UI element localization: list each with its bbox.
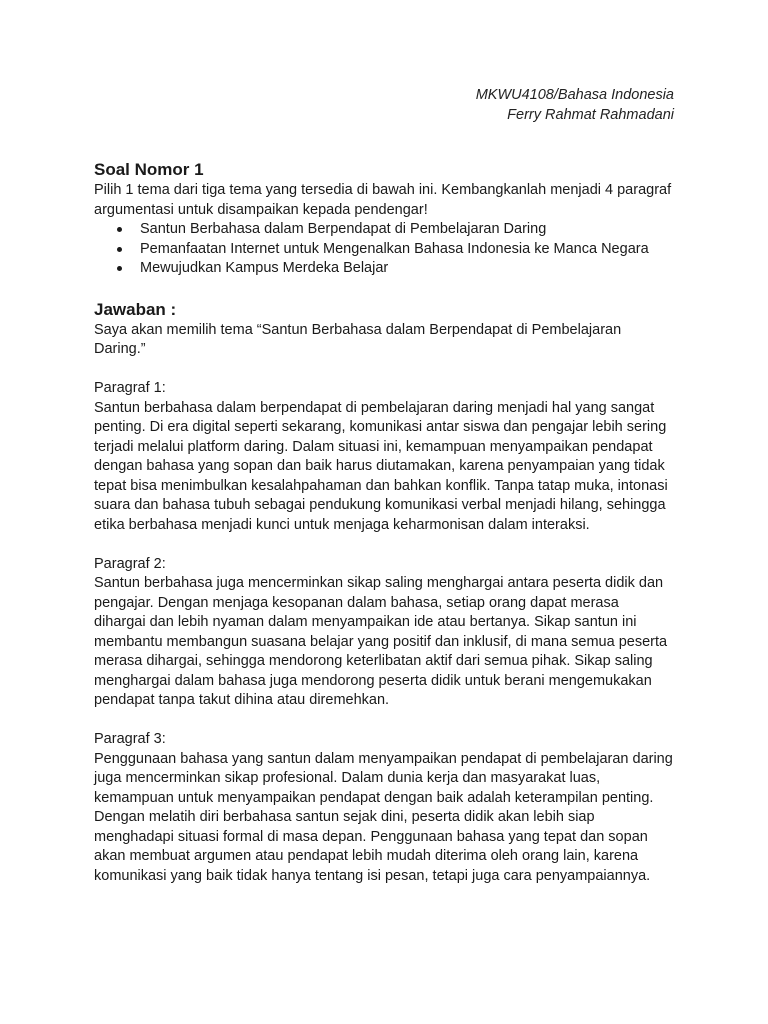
document-header: [94, 86, 674, 125]
answer-intro: Saya akan memilih tema “Santun Berbahasa dalam Berpendapat di Pembelajaran Daring.”: [94, 321, 622, 357]
paragraph-2-label: Paragraf 2:: [94, 555, 166, 572]
list-item: Mewujudkan Kampus Merdeka Belajar: [140, 259, 674, 279]
paragraph-1-label: Paragraf 1:: [94, 380, 166, 396]
paragraph-3-label: Paragraf 3:: [94, 731, 166, 747]
question-instruction: Pilih 1 tema dari tiga tema yang tersedia di bawah ini. Kembangkanlah menjadi 4 paragraf argumentasi untuk disampaikan kepada pendengar!: [94, 182, 672, 218]
theme-list: [94, 220, 674, 279]
list-item: Santun Berbahasa dalam Berpendapat di Pembelajaran Daring: [140, 220, 674, 240]
paragraph-2-text: Santun berbahasa juga mencerminkan sikap saling menghargai antara peserta didik dan pengajar. Dengan menjaga kesopanan dalam bahasa, setiap orang dapat merasa dihargai dan lebih nyaman dalam menyampaikan ide atau bertanya. Sikap santun ini membantu membangun suasana belajar yang positif dan inklusif, di mana semua peserta merasa dihargai, sehingga mendorong keterlibatan aktif dari semua pihak. Sikap saling menghargai dalam bahasa juga mendorong peserta didik untuk berani mengemukakan pendapat tanpa takut dihina atau diremehkan.: [94, 575, 668, 708]
paragraph-3-text: Penggunaan bahasa yang santun dalam menyampaikan pendapat di pembelajaran daring juga mencerminkan sikap profesional. Dalam dunia kerja dan masyarakat luas, kemampuan untuk menyampaikan pendapat dengan baik adalah keterampilan penting. Dengan melatih diri berbahasa santun sejak dini, peserta didik akan lebih siap menghadapi situasi formal di masa depan. Penggunaan bahasa yang tepat dan sopan akan membuat argumen atau pendapat lebih mudah diterima oleh orang lain, karena komunikasi yang baik tidak hanya tentang isi pesan, tetapi juga cara penyampaiannya.: [94, 750, 673, 884]
course-code: MKWU4108/Bahasa Indonesia: [475, 87, 674, 103]
question-title: Soal Nomor 1: [94, 160, 204, 179]
list-item: Pemanfaatan Internet untuk Mengenalkan Bahasa Indonesia ke Manca Negara: [140, 240, 674, 260]
author-name: Ferry Rahmat Rahmadani: [507, 106, 674, 123]
answer-title: Jawaban :: [94, 299, 177, 319]
paragraph-1-text: Santun berbahasa dalam berpendapat di pembelajaran daring menjadi hal yang sangat penting. Di era digital seperti sekarang, komunikasi antar siswa dan pengajar lebih sering terjadi melalui platform daring. Dalam situasi ini, kemampuan menyampaikan pendapat dengan bahasa yang sopan dan baik harus diutamakan, karena penyampaian yang tidak tepat bisa menimbulkan kesalahpahaman dan bahkan konflik. Tanpa tatap muka, intonasi suara dan bahasa tubuh sebagai pendukung komunikasi verbal menjadi hilang, sehingga etika berbahasa menjadi kunci untuk menjaga keharmonisan dalam interaksi.: [94, 399, 668, 533]
